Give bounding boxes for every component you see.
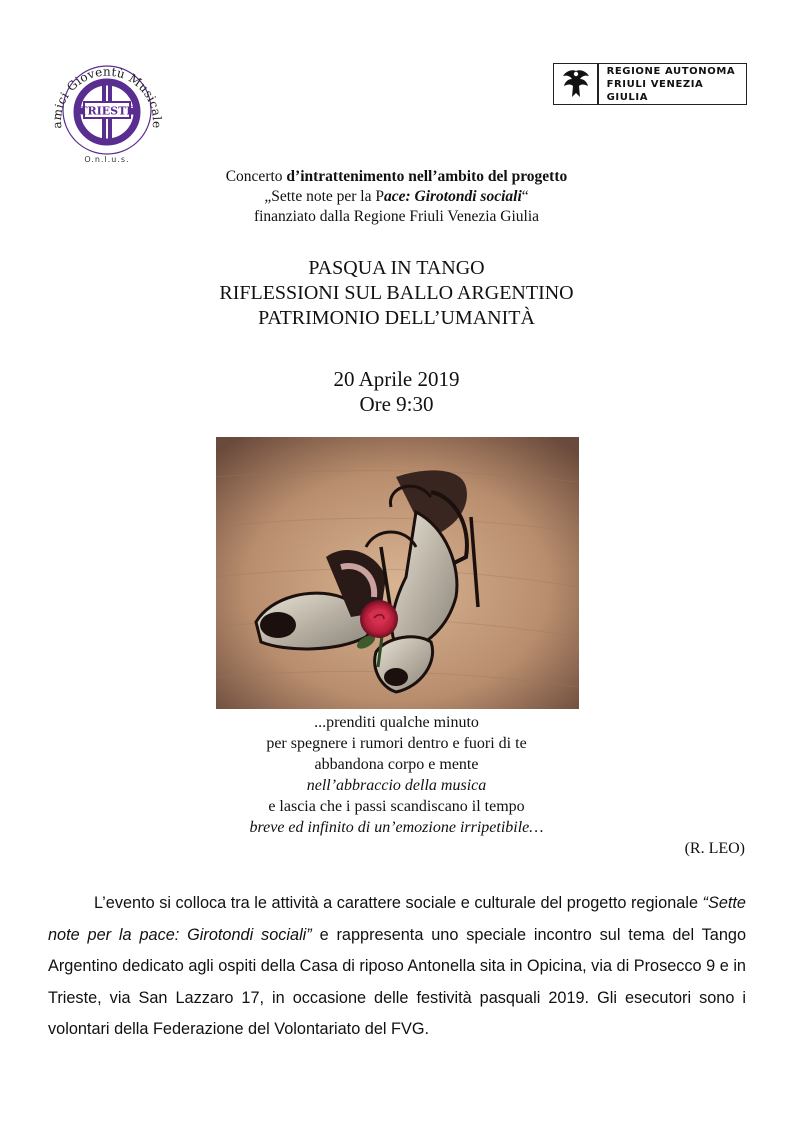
title-line2: RIFLESSIONI SUL BALLO ARGENTINO — [219, 282, 574, 304]
poem — [0, 712, 793, 838]
intro-bold: d’intrattenimento nell’ambito del progetto — [286, 168, 568, 185]
intro-project-open: „Sette note per la P — [264, 188, 384, 205]
agm-trieste-logo — [44, 50, 170, 168]
intro-line2 — [0, 187, 793, 207]
intro-concerto: Concerto — [225, 168, 287, 185]
eagle-icon — [554, 65, 597, 103]
event-description — [48, 888, 746, 1046]
poem-line4: nell’abbraccio della musica — [306, 777, 487, 794]
regione-fvg-logo — [553, 63, 747, 105]
poem-author: (R. LEO) — [684, 840, 745, 857]
logo-center-text: TRIESTE — [79, 104, 135, 118]
svg-text:amici Gioventù Musicale — [50, 65, 164, 129]
event-date: 20 Aprile 2019 — [333, 367, 460, 391]
intro-line3: finanziato dalla Regione Friuli Venezia Giulia — [253, 208, 540, 225]
title-line1: PASQUA IN TANGO — [308, 257, 485, 279]
intro-block — [0, 167, 793, 227]
intro-line1 — [0, 167, 793, 187]
poem-line5: e lascia che i passi scandiscano il tempo — [268, 798, 525, 815]
description-project-name: “Sette note per la pace: Girotondi sociali” — [48, 894, 746, 944]
event-datetime — [0, 367, 793, 417]
description-part1: L’evento si colloca tra le attività a carattere sociale e culturale del progetto regionale — [94, 894, 703, 912]
poem-line3: abbandona corpo e mente — [314, 756, 479, 773]
event-title — [0, 256, 793, 331]
intro-project-close: “ — [521, 188, 529, 205]
tango-shoes-photo — [216, 437, 579, 709]
agm-logo-graphic — [44, 50, 170, 168]
region-name-line1: REGIONE AUTONOMA — [606, 65, 736, 77]
event-time: Ore 9:30 — [359, 392, 434, 416]
logo-onlus-text: O.n.l.u.s. — [84, 155, 130, 164]
description-part2: e rappresenta uno speciale incontro sul tema del Tango Argentino dedicato agli ospiti della Casa di riposo Antonella sita in Opicina, via di Prosecco 9 e in Trieste, via San Lazzaro 17, in occasione delle festività pasquali 2019. Gli esecutori sono i volontari della Federazione del Volontariato del FVG. — [48, 925, 746, 1038]
title-line3: PATRIMONIO DELL’UMANITÀ — [258, 307, 535, 329]
poem-line6: breve ed infinito di un’emozione irripetibile… — [249, 819, 544, 836]
poem-line1: ...prenditi qualche minuto — [314, 714, 479, 731]
logo-ring-text: amici Gioventù Musicale — [49, 64, 165, 130]
intro-project-bolditalic: ace: Girotondi sociali — [383, 188, 522, 205]
poem-line2: per spegnere i rumori dentro e fuori di te — [266, 735, 527, 752]
region-name-line2: FRIULI VENEZIA GIULIA — [606, 78, 704, 103]
